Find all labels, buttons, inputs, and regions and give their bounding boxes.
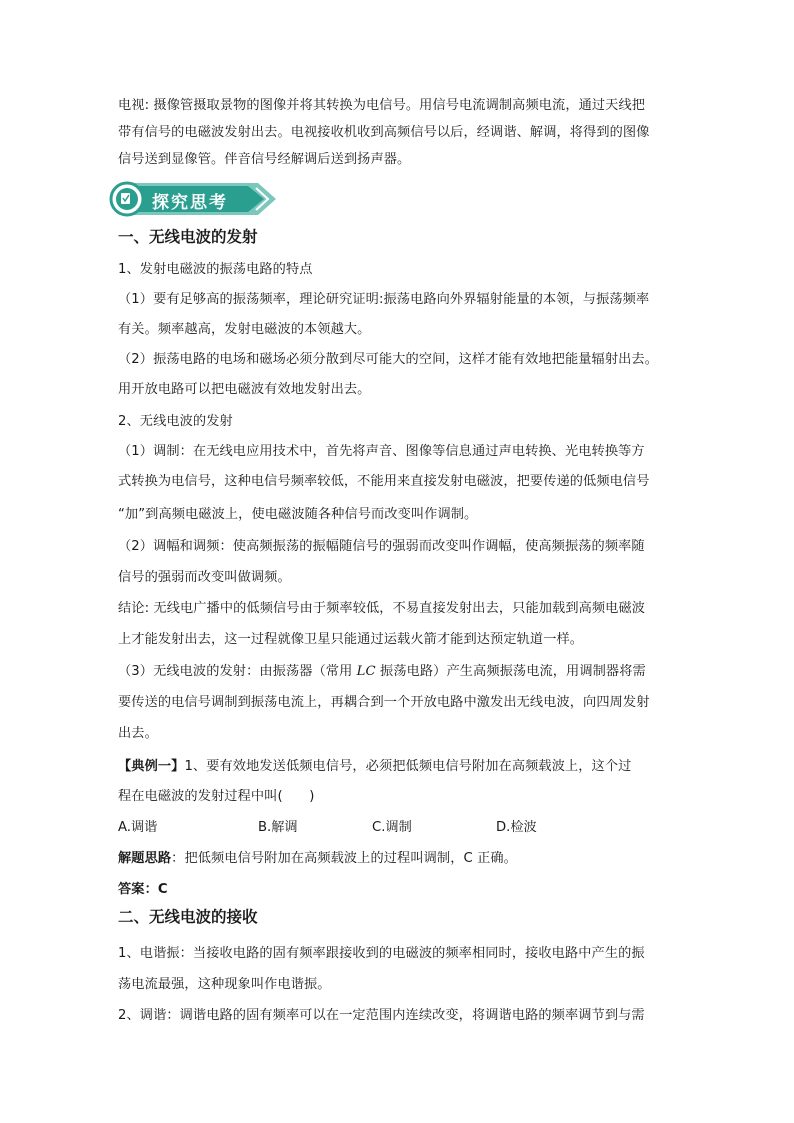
receive-1-line-2: 荡电流最强，这种现象叫作电谐振。 [118, 977, 331, 992]
example-1-line-2: 程在电磁波的发射过程中叫( ) [118, 789, 315, 804]
para-3-line-1: （1）调制：在无线电应用技术中，首先将声音、图像等信息通过声电转换、光电转换等方 [118, 444, 645, 459]
section-2-title: 二、无线电波的接收 [118, 908, 258, 926]
option-a: A.调谐 [118, 820, 158, 835]
item-2-title: 2、无线电波的发射 [118, 414, 233, 429]
banner-label: 探究思考 [152, 193, 228, 213]
intro-line-2: 带有信号的电磁波发射出去。电视接收机收到高频信号以后，经调谐、解调，将得到的图像 [118, 125, 650, 140]
conclusion-line-2: 上才能发射出去，这一过程就像卫星只能通过运载火箭才能到达预定轨道一样。 [118, 632, 584, 647]
option-b: B.解调 [258, 820, 298, 835]
para-3-line-2: 式转换为电信号，这种电信号频率较低，不能用来直接发射电磁波，把要传递的低频电信号 [118, 474, 650, 489]
answer-options [118, 818, 678, 838]
option-d: D.检波 [496, 820, 537, 835]
para-4-line-2: 信号的强弱而改变叫做调频。 [118, 570, 291, 585]
para-4-line-1: （2）调幅和调频：使高频振荡的振幅随信号的强弱而改变叫作调幅，使高频振荡的频率随 [118, 539, 645, 554]
pencil-check-icon [121, 193, 130, 204]
example-1-line-1 [118, 757, 678, 777]
para-2-line-2: 用开放电路可以把电磁波有效地发射出去。 [118, 382, 371, 397]
para-5-line-3: 出去。 [118, 726, 158, 741]
item-1-title: 1、发射电磁波的振荡电路的特点 [118, 262, 313, 277]
receive-1-line-1: 1、电谐振：当接收电路的固有频率跟接收到的电磁波的频率相同时，接收电路中产生的振 [118, 946, 645, 961]
para-3-line-3: “加”到高频电磁波上，使电磁波随各种信号而改变叫作调制。 [118, 507, 478, 522]
lc-term: LC [356, 664, 376, 679]
intro-line-3: 信号送到显像管。伴音信号经解调后送到扬声器。 [118, 152, 411, 167]
para-5-text-c: 振荡电路）产生高频振荡电流，用调制器将需 [375, 664, 646, 679]
para-1-line-2: 有关。频率越高，发射电磁波的本领越大。 [118, 322, 371, 337]
intro-line-1: 电视: 摄像管摄取景物的图像并将其转换为电信号。用信号电流调制高频电流，通过天线把 [118, 98, 646, 113]
option-c: C.调制 [372, 820, 412, 835]
section-1-title: 一、无线电波的发射 [118, 228, 258, 246]
para-2-line-1: （2）振荡电路的电场和磁场必须分散到尽可能大的空间，这样才能有效地把能量辐射出去。 [118, 352, 658, 367]
solution-text: ：把低频电信号附加在高频载波上的过程叫调制，C 正确。 [171, 851, 517, 866]
example-question-a: 1、要有效地发送低频电信号，必须把低频电信号附加在高频载波上，这个过 [184, 759, 632, 774]
receive-2-line-1: 2、调谐：调谐电路的固有频率可以在一定范围内连续改变，将调谐电路的频率调节到与需 [118, 1008, 645, 1023]
para-5-text-a: （3）无线电波的发射：由振荡器（常用 [118, 664, 357, 679]
answer-line: 答案：C [118, 882, 168, 897]
para-5-line-2: 要传送的电信号调制到振荡电流上，再耦合到一个开放电路中激发出无线电波，向四周发射 [118, 695, 650, 710]
example-label: 【典例一】 [118, 759, 185, 774]
solution-line [118, 849, 678, 869]
para-5-line-1 [118, 662, 678, 682]
solution-label: 解题思路 [118, 851, 172, 866]
conclusion-line-1: 结论: 无线电广播中的低频信号由于频率较低，不易直接发射出去，只能加载到高频电磁波 [118, 601, 646, 616]
para-1-line-1: （1）要有足够高的振荡频率，理论研究证明:振荡电路向外界辐射能量的本领，与振荡频率 [118, 292, 650, 307]
